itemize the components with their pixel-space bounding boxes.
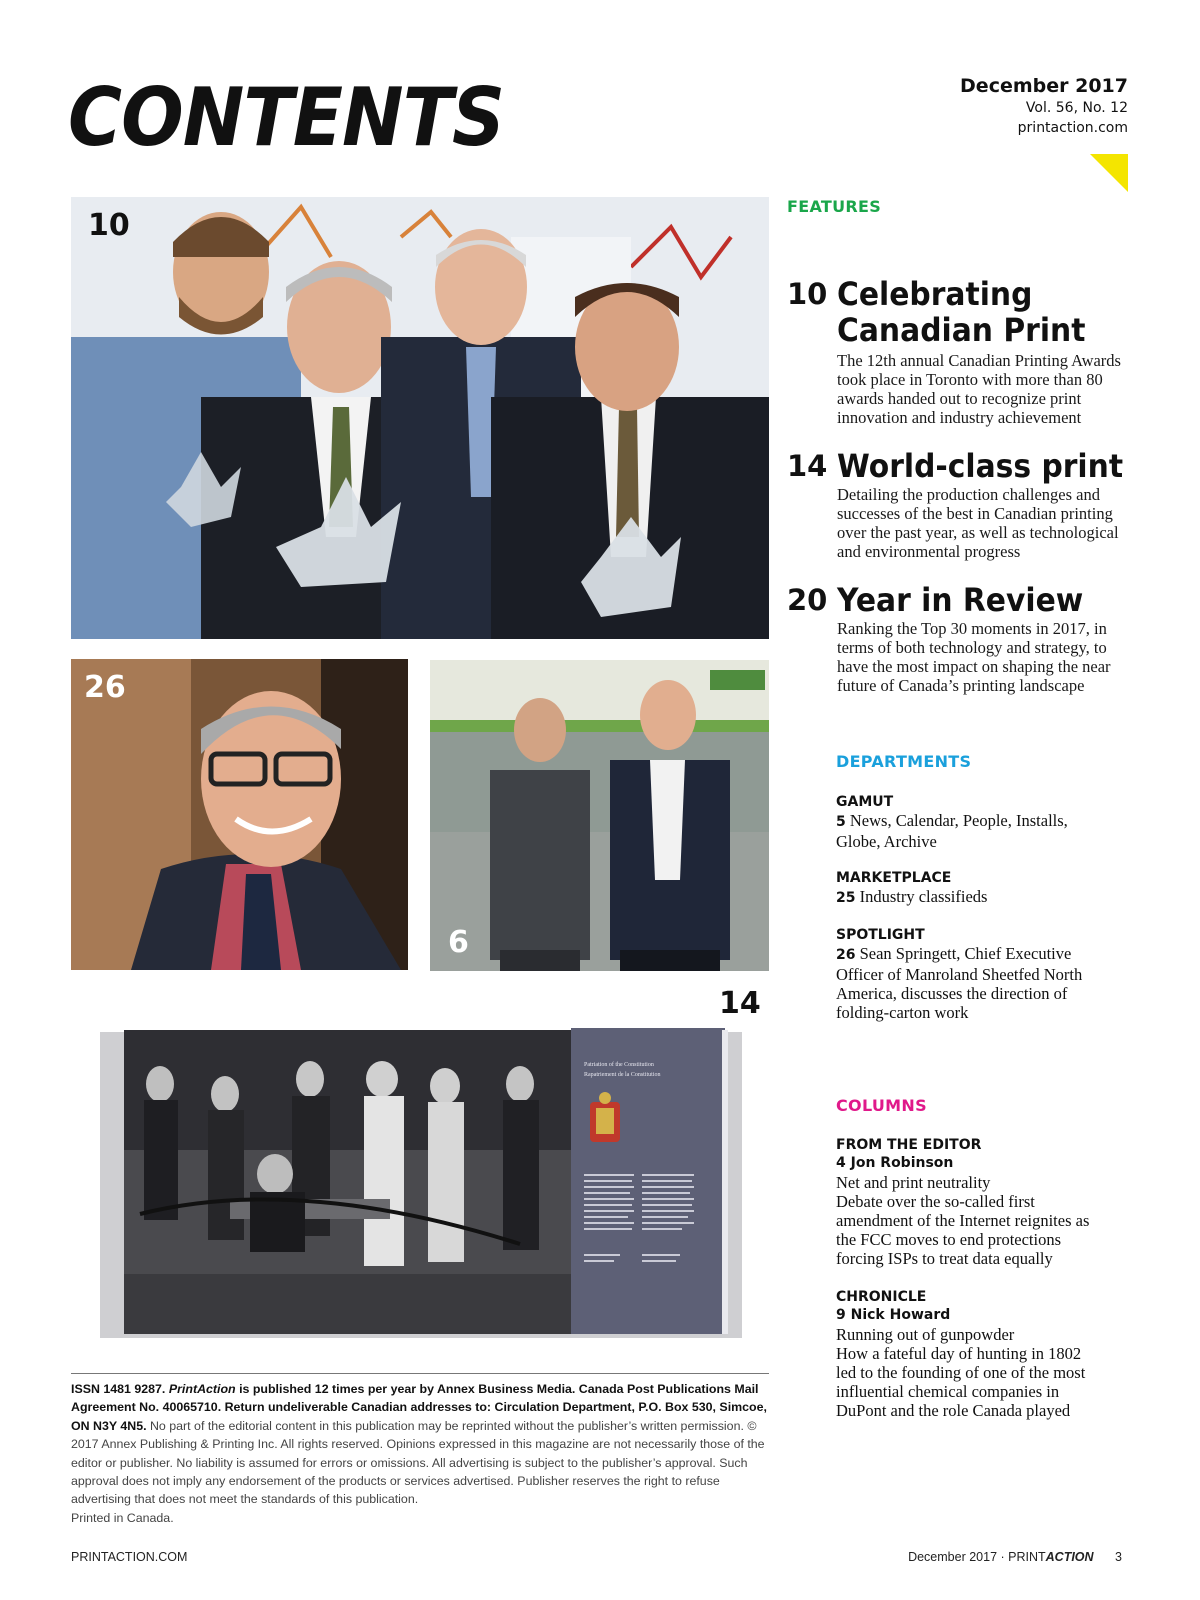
column-item-from-the-editor[interactable]: [836, 1136, 1166, 1268]
dept-text-line: Industry classifieds: [859, 887, 988, 906]
issue-date: December 2017: [960, 75, 1128, 97]
awards-group-photo[interactable]: [71, 197, 769, 639]
column-line: led to the founding of one of the most: [836, 1363, 1086, 1382]
column-line: amendment of the Internet reignites as: [836, 1211, 1090, 1230]
footer-date: December 2017 ·: [908, 1550, 1005, 1564]
feature-item-celebrating[interactable]: [787, 276, 1167, 426]
desc-line: Ranking the Top 30 moments in 2017, in: [837, 619, 1107, 638]
facility-photo[interactable]: [430, 660, 769, 971]
column-heading: FROM THE EDITOR: [836, 1137, 982, 1153]
desc-line: took place in Toronto with more than 80: [837, 370, 1103, 389]
page-title: CONTENTS: [68, 71, 505, 164]
page-badge-26: 26: [84, 670, 126, 705]
dept-page-number: 25: [836, 890, 856, 906]
footer-info: [908, 1550, 1122, 1564]
publication-name: PrintAction: [168, 1382, 236, 1396]
column-line: Net and print neutrality: [836, 1173, 991, 1192]
feature-page-number: 20: [787, 583, 828, 617]
portrait-illustration: [71, 659, 408, 970]
page-badge-10: 10: [88, 208, 130, 243]
desc-line: terms of both technology and strategy, to: [837, 638, 1107, 657]
feature-title-line: Celebrating: [837, 275, 1033, 313]
legal-notice: [71, 1380, 771, 1527]
dept-text-line: America, discusses the direction of: [836, 984, 1068, 1003]
column-author: 4 Jon Robinson: [836, 1155, 954, 1171]
desc-line: innovation and industry achievement: [837, 408, 1082, 427]
feature-page-number: 10: [787, 277, 828, 311]
dept-heading: GAMUT: [836, 794, 894, 810]
column-heading: CHRONICLE: [836, 1289, 927, 1305]
website-link[interactable]: printaction.com: [1017, 120, 1128, 136]
book-page-header-1: Patriation of the Constitution: [584, 1062, 654, 1068]
page-number: 3: [1115, 1550, 1122, 1564]
yellow-corner-mark: [1090, 154, 1128, 192]
dept-text-line: Officer of Manroland Sheetfed North: [836, 965, 1083, 984]
features-label-text: FEATURES: [787, 197, 882, 216]
desc-line: have the most impact on shaping the near: [837, 657, 1111, 676]
book-spread-illustration: [100, 1024, 742, 1342]
desc-line: and environmental progress: [837, 542, 1021, 561]
legal-bold-text: is published 12 times per year by Annex Business Media. Canada Post Publications Mail Agreement No. 40065710. Return undeliverable Canadian addresses to: Circulation Department, P.O. Box 530, Simcoe, ON N3Y 4N5.: [71, 1382, 767, 1433]
feature-title-line: Year in Review: [837, 581, 1084, 619]
departments-label-text: DEPARTMENTS: [836, 752, 972, 771]
dept-text: [836, 887, 1166, 908]
dept-item-gamut[interactable]: [836, 793, 1166, 851]
issn: ISSN 1481 9287.: [71, 1382, 166, 1396]
feature-item-world-class[interactable]: [787, 448, 1167, 568]
column-line: the FCC moves to end protections: [836, 1230, 1062, 1249]
desc-line: future of Canada’s printing landscape: [837, 676, 1085, 695]
dept-heading: MARKETPLACE: [836, 870, 952, 886]
page-badge-6: 6: [448, 925, 469, 960]
footer-brand-a: PRINT: [1008, 1550, 1046, 1564]
features-label: [787, 197, 881, 216]
column-author: 9 Nick Howard: [836, 1307, 951, 1323]
spotlight-portrait-photo[interactable]: [71, 659, 408, 970]
feature-description: [837, 619, 1159, 695]
desc-line: over the past year, as well as technological: [837, 523, 1119, 542]
dept-text-line: Globe, Archive: [836, 832, 937, 851]
printed-in: Printed in Canada.: [71, 1510, 174, 1525]
columns-label: [836, 1096, 927, 1115]
feature-title: [837, 448, 1172, 484]
dept-text: [836, 944, 1166, 965]
feature-title: [837, 276, 1172, 348]
columns-label-text: COLUMNS: [836, 1096, 927, 1115]
feature-description: [837, 351, 1159, 427]
desc-line: Detailing the production challenges and: [837, 485, 1101, 504]
dept-text-line: Sean Springett, Chief Executive: [859, 944, 1072, 963]
dept-text-line: folding-carton work: [836, 1003, 969, 1022]
desc-line: awards handed out to recognize print: [837, 389, 1082, 408]
feature-title-line: Canadian Print: [837, 311, 1086, 349]
dept-text-line: News, Calendar, People, Installs,: [849, 811, 1068, 830]
legal-body: No part of the editorial content in this publication may be reprinted without the publisher’s written permission. © 2017 Annex Publishing & Printing Inc. All rights reserved. Opinions expressed in this magazine are not necessarily those of the editor or publisher. No liability is assumed for errors or omissions. All advertising is subject to the publisher’s approval. Such approval does not imply any endorsement of the products or services advertised. Publisher reserves the right to refuse advertising that does not meet the standards of this publication.: [71, 1418, 765, 1507]
column-line: forcing ISPs to treat data equally: [836, 1249, 1053, 1268]
facility-illustration: [430, 660, 769, 971]
dept-item-marketplace[interactable]: [836, 869, 1166, 908]
column-line: Running out of gunpowder: [836, 1325, 1015, 1344]
page-badge-14: 14: [719, 986, 761, 1021]
book-page-header-2: Rapatriement de la Constitution: [584, 1072, 661, 1078]
footer-brand-b: ACTION: [1045, 1550, 1094, 1564]
feature-page-number: 14: [787, 449, 828, 483]
column-line: influential chemical companies in: [836, 1382, 1060, 1401]
dept-text: [836, 811, 1166, 832]
column-line: DuPont and the role Canada played: [836, 1401, 1071, 1420]
desc-line: successes of the best in Canadian printing: [837, 504, 1113, 523]
desc-line: The 12th annual Canadian Printing Awards: [837, 351, 1121, 370]
dept-heading: SPOTLIGHT: [836, 927, 925, 943]
column-line: How a fateful day of hunting in 1802: [836, 1344, 1082, 1363]
column-line: Debate over the so-called first: [836, 1192, 1035, 1211]
column-item-chronicle[interactable]: [836, 1288, 1166, 1420]
feature-description: [837, 485, 1159, 561]
footer-website[interactable]: PRINTACTION.COM: [71, 1550, 188, 1564]
feature-title: [837, 582, 1172, 618]
book-spread-photo[interactable]: [100, 1024, 742, 1342]
departments-label: [836, 752, 971, 771]
legal-divider: [71, 1373, 769, 1374]
awards-group-illustration: [71, 197, 769, 639]
dept-page-number: 26: [836, 947, 856, 963]
issue-volume: Vol. 56, No. 12: [1025, 100, 1128, 116]
feature-item-year-in-review[interactable]: [787, 582, 1167, 702]
dept-item-spotlight[interactable]: [836, 926, 1166, 1022]
issue-info: [960, 74, 1128, 138]
dept-page-number: 5: [836, 814, 846, 830]
feature-title-line: World-class print: [837, 447, 1124, 485]
